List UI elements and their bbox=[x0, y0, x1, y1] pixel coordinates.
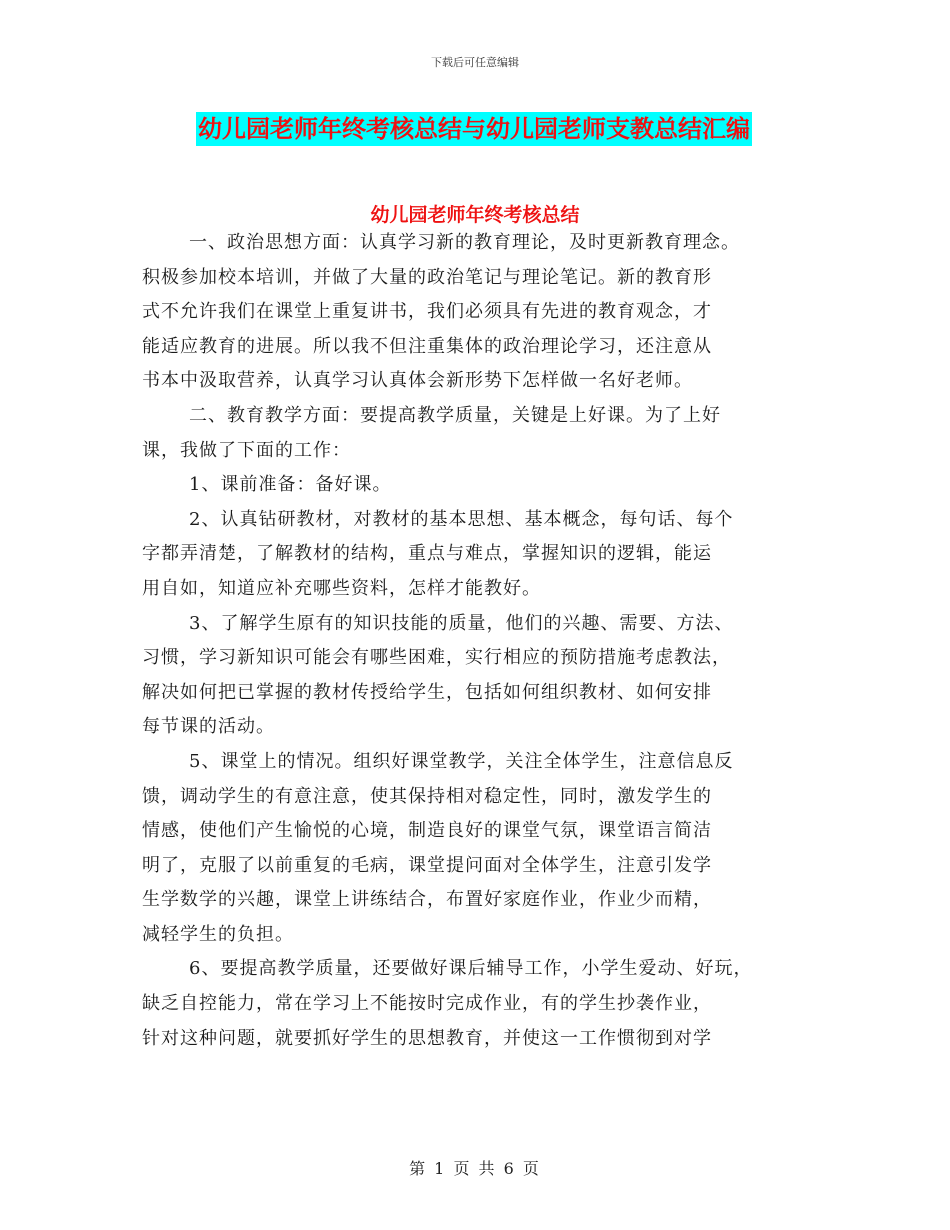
text-line: 馈，调动学生的有意注意，使其保持相对稳定性，同时，激发学生的 bbox=[142, 785, 712, 807]
body-text bbox=[142, 226, 842, 1056]
text-line: 用自如，知道应补充哪些资料，怎样才能教好。 bbox=[142, 577, 541, 599]
text-line: 课，我做了下面的工作： bbox=[142, 439, 351, 461]
text-line: 二、教育教学方面：要提高教学质量，关键是上好课。为了上好 bbox=[189, 404, 721, 426]
document-title: 幼儿园老师年终考核总结与幼儿园老师支教总结汇编 bbox=[196, 112, 752, 146]
text-line: 每节课的活动。 bbox=[142, 716, 275, 738]
text-line: 明了，克服了以前重复的毛病，课堂提问面对全体学生，注意引发学 bbox=[142, 854, 712, 876]
text-line: 生学数学的兴趣，课堂上讲练结合，布置好家庭作业，作业少而精， bbox=[142, 889, 712, 911]
text-line: 书本中汲取营养，认真学习认真体会新形势下怎样做一名好老师。 bbox=[142, 370, 693, 392]
text-line: 能适应教育的进展。所以我不但注重集体的政治理论学习，还注意从 bbox=[142, 335, 712, 357]
text-line: 6、要提高教学质量，还要做好课后辅导工作，小学生爱动、好玩， bbox=[189, 958, 753, 980]
section-title: 幼儿园老师年终考核总结 bbox=[370, 204, 580, 226]
page-footer: 第 1 页 共 6 页 bbox=[409, 1159, 541, 1178]
text-line: 5、课堂上的情况。组织好课堂教学，关注全体学生，注意信息反 bbox=[189, 750, 734, 772]
text-line: 缺乏自控能力，常在学习上不能按时完成作业，有的学生抄袭作业， bbox=[142, 993, 712, 1015]
text-line: 情感，使他们产生愉悦的心境，制造良好的课堂气氛，课堂语言简洁 bbox=[142, 820, 712, 842]
text-line: 针对这种问题，就要抓好学生的思想教育，并使这一工作惯彻到对学 bbox=[142, 1027, 712, 1049]
text-line: 字都弄清楚，了解教材的结构，重点与难点，掌握知识的逻辑，能运 bbox=[142, 543, 712, 565]
text-line: 解决如何把已掌握的教材传授给学生，包括如何组织教材、如何安排 bbox=[142, 681, 712, 703]
text-line: 3、了解学生原有的知识技能的质量，他们的兴趣、需要、方法、 bbox=[189, 612, 734, 634]
text-line: 积极参加校本培训，并做了大量的政治笔记与理论笔记。新的教育形 bbox=[142, 266, 712, 288]
text-line: 一、政治思想方面：认真学习新的教育理论，及时更新教育理念。 bbox=[189, 232, 740, 253]
text-line: 2、认真钻研教材，对教材的基本思想、基本概念，每句话、每个 bbox=[189, 508, 734, 530]
text-line: 减轻学生的负担。 bbox=[142, 923, 294, 945]
text-line: 习惯，学习新知识可能会有哪些困难，实行相应的预防措施考虑教法， bbox=[142, 647, 731, 669]
text-line: 1、课前准备：备好课。 bbox=[189, 474, 392, 496]
page-header-note: 下载后可任意编辑 bbox=[431, 56, 519, 69]
text-line: 式不允许我们在课堂上重复讲书，我们必须具有先进的教育观念，才 bbox=[142, 301, 712, 323]
